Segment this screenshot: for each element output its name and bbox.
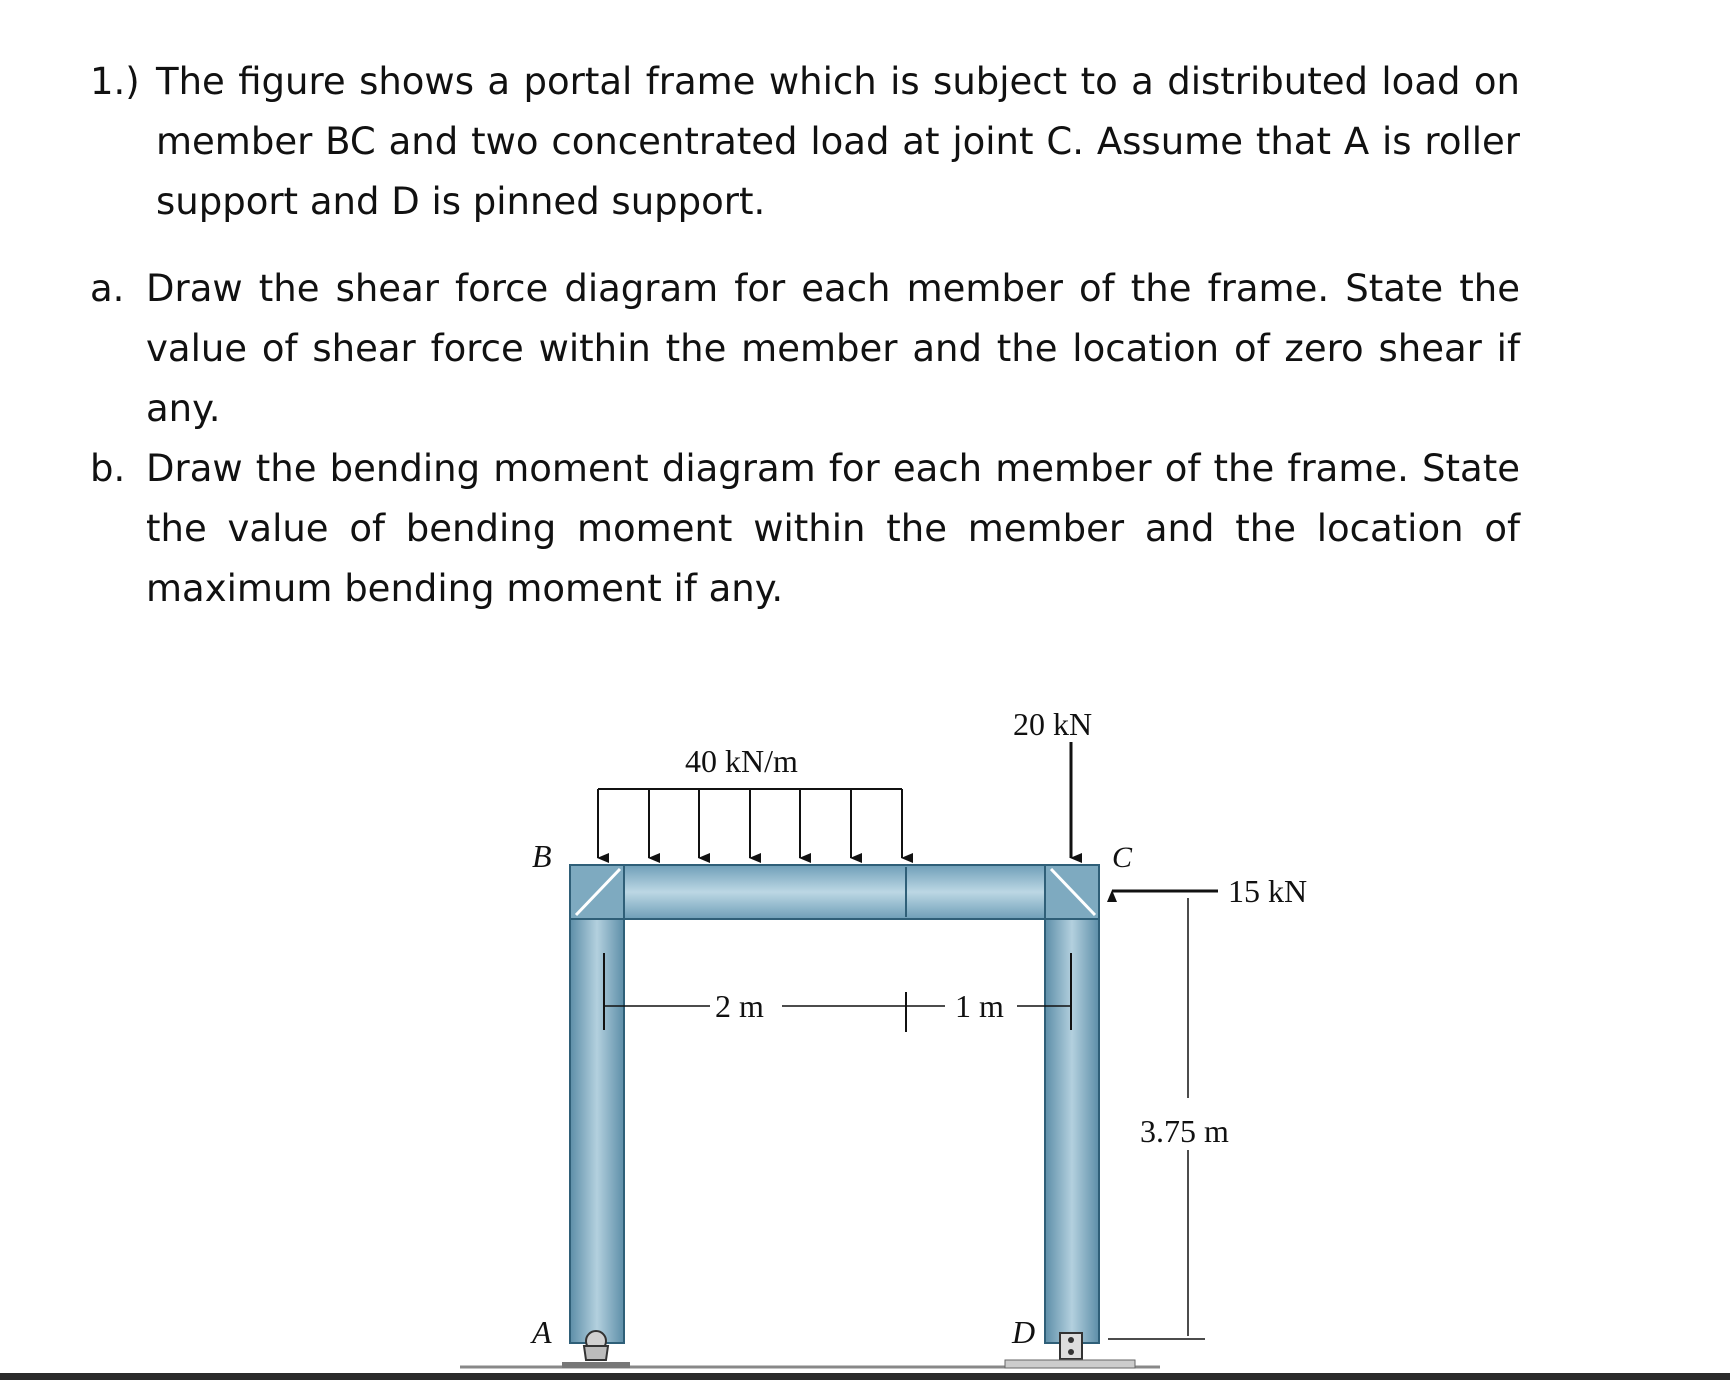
column-cd: [1045, 865, 1099, 1343]
joint-c-diagonal: [1051, 869, 1095, 915]
column-ab: [570, 865, 624, 1343]
distributed-load-label: 40 kN/m: [685, 743, 798, 779]
page-bottom-bar: [0, 1373, 1730, 1380]
question-1: [90, 52, 1520, 232]
pin: [1068, 1337, 1074, 1343]
joint-b-diagonal: [576, 869, 620, 915]
part-a-text: Draw the shear force diagram for each member of the frame. State the value of shear force within the member and the location of zero shear if any.: [146, 267, 1520, 430]
pin-block: [1060, 1333, 1082, 1359]
beam-bc: [570, 865, 1099, 919]
label-b: B: [532, 838, 552, 874]
distributed-load: [598, 789, 902, 858]
question-text: The figure shows a portal frame which is subject to a distributed load on member BC and two concentrated load at joint C. Assume that A is roller support and D is pinned support.: [156, 60, 1520, 223]
pin-base: [1005, 1360, 1135, 1368]
label-a: A: [532, 1314, 552, 1350]
pinned-support-d: [1005, 1333, 1135, 1368]
roller-support-a: [562, 1331, 630, 1368]
dim-span-right: 1 m: [955, 988, 1004, 1024]
roller-body: [584, 1346, 608, 1360]
part-a: [90, 259, 1520, 439]
dim-span-left: 2 m: [715, 988, 764, 1024]
label-c: C: [1112, 841, 1133, 874]
point-load-vertical-label: 20 kN: [1013, 706, 1093, 742]
joint-c: [1045, 865, 1099, 919]
pin: [1068, 1349, 1074, 1355]
dim-height: 3.75 m: [1140, 1113, 1229, 1149]
part-b-label: b.: [90, 447, 126, 490]
part-b: [90, 439, 1520, 619]
question-number: 1.): [90, 60, 140, 103]
joint-b: [570, 865, 624, 919]
part-b-text: Draw the bending moment diagram for each member of the frame. State the value of bending moment within the member and the location of maximum bending moment if any.: [146, 447, 1520, 610]
part-a-label: a.: [90, 267, 125, 310]
roller-pin: [586, 1331, 606, 1351]
label-d: D: [1012, 1314, 1036, 1350]
roller-base: [562, 1362, 630, 1368]
point-load-horizontal-label: 15 kN: [1228, 873, 1308, 909]
